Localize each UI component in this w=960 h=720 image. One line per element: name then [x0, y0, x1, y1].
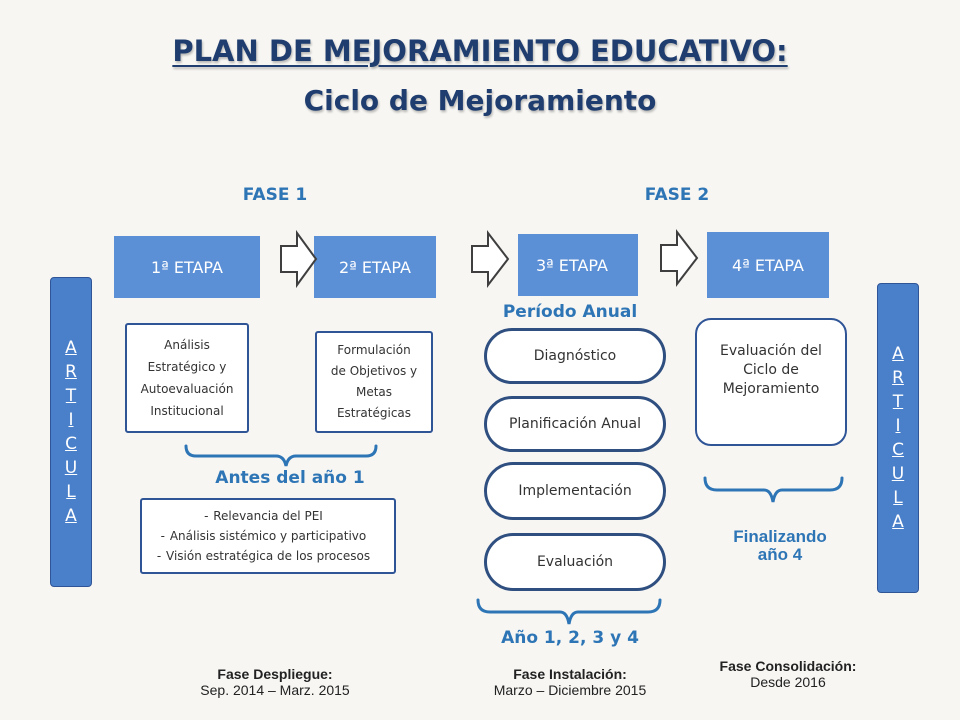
- etapa-2-line: Estratégicas: [336, 406, 412, 420]
- etapa-4-line: Evaluación del: [720, 343, 822, 359]
- page-subtitle: Ciclo de Mejoramiento: [303, 84, 657, 117]
- etapa-2-box: 2ª ETAPA: [314, 236, 436, 298]
- articula-right-column: [877, 283, 919, 593]
- pill-implementacion: Implementación: [484, 462, 666, 520]
- articula-letter: U: [64, 458, 78, 478]
- articula-letter: A: [65, 506, 77, 526]
- fase-despliegue: [170, 666, 380, 698]
- list-item: - Relevancia del PEI: [152, 506, 370, 526]
- finalizando-line: Finalizando: [733, 527, 827, 546]
- articula-letter: I: [68, 410, 74, 430]
- etapa-1-line: Análisis: [164, 338, 210, 352]
- arrow-right-icon: [281, 233, 316, 285]
- etapa-1-description: [125, 323, 249, 433]
- anios-label: Año 1, 2, 3 y 4: [501, 628, 639, 648]
- fase-consolidacion-title: Fase Consolidación:: [719, 658, 857, 674]
- etapa-3-box: 3ª ETAPA: [518, 234, 638, 296]
- list-item: - Visión estratégica de los procesos: [152, 546, 370, 566]
- articula-letter: R: [65, 362, 77, 382]
- fase-consolidacion: [688, 658, 888, 690]
- etapa-2-line: Metas: [355, 385, 393, 399]
- articula-left-column: [50, 277, 92, 587]
- articula-letter: C: [892, 440, 904, 460]
- articula-letter: L: [66, 482, 76, 502]
- periodo-label: Período Anual: [502, 302, 638, 322]
- etapa-1-box: 1ª ETAPA: [114, 236, 260, 298]
- etapa-2-line: Formulación: [337, 343, 411, 357]
- articula-letter: A: [65, 338, 77, 358]
- finalizando-label: [700, 528, 860, 564]
- fase-despliegue-dates: Sep. 2014 – Marz. 2015: [200, 682, 350, 698]
- fase-instalacion: [460, 666, 680, 698]
- arrow-right-icon: [472, 233, 508, 285]
- arrow-right-icon: [661, 232, 697, 284]
- etapa-2-line: de Objetivos y: [330, 364, 418, 378]
- articula-letter: I: [895, 416, 901, 436]
- etapa-1-line: Autoevaluación: [140, 382, 234, 396]
- pill-evaluacion: Evaluación: [484, 533, 666, 591]
- fase-consolidacion-dates: Desde 2016: [750, 674, 826, 690]
- antes-list: [152, 506, 370, 566]
- etapa-4-description: [695, 318, 847, 446]
- brace-icon: [705, 478, 842, 502]
- articula-letter: T: [892, 392, 904, 412]
- articula-letter: A: [892, 512, 904, 532]
- list-item: - Análisis sistémico y participativo: [152, 526, 370, 546]
- fase-despliegue-title: Fase Despliegue:: [217, 666, 333, 682]
- brace-icon: [186, 446, 376, 466]
- fase-instalacion-dates: Marzo – Diciembre 2015: [493, 682, 647, 698]
- phase-2-label: FASE 2: [644, 185, 710, 205]
- antes-list-box: [140, 498, 396, 574]
- pill-diagnostico: Diagnóstico: [484, 328, 666, 384]
- pill-planificacion: Planificación Anual: [484, 396, 666, 452]
- articula-letter: T: [65, 386, 77, 406]
- articula-letter: L: [893, 488, 903, 508]
- etapa-1-line: Estratégico y: [147, 360, 227, 374]
- page-title: PLAN DE MEJORAMIENTO EDUCATIVO:: [172, 34, 788, 68]
- articula-letter: A: [892, 344, 904, 364]
- etapa-4-box: 4ª ETAPA: [707, 232, 829, 298]
- articula-letter: U: [891, 464, 905, 484]
- phase-1-label: FASE 1: [242, 185, 308, 205]
- brace-icon: [478, 600, 660, 624]
- etapa-4-line: Ciclo de: [743, 362, 799, 378]
- articula-letter: R: [892, 368, 904, 388]
- fase-instalacion-title: Fase Instalación:: [513, 666, 627, 682]
- etapa-2-description: [315, 331, 433, 433]
- articula-letter: C: [65, 434, 77, 454]
- antes-label: Antes del año 1: [215, 468, 365, 488]
- finalizando-line: año 4: [757, 545, 803, 564]
- etapa-4-line: Mejoramiento: [722, 381, 820, 397]
- etapa-1-line: Institucional: [150, 404, 224, 418]
